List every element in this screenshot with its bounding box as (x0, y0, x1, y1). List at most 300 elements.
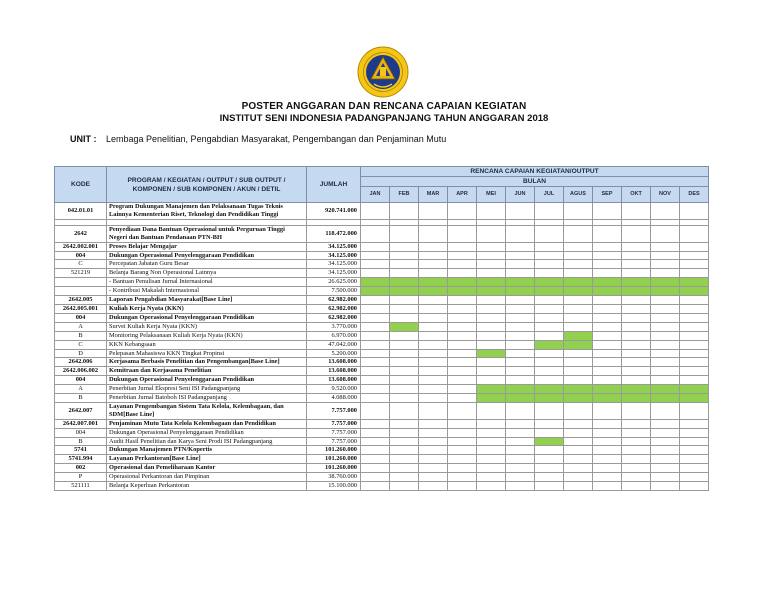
month-header: NOV (651, 187, 680, 203)
table-row (55, 225, 709, 242)
month-cell (477, 419, 506, 428)
month-cell (680, 455, 709, 464)
month-cell (419, 473, 448, 482)
month-cell (622, 242, 651, 251)
month-cell (419, 287, 448, 296)
month-cell (506, 464, 535, 473)
month-cell (622, 278, 651, 287)
table-row (55, 296, 709, 305)
month-cell (419, 394, 448, 403)
month-cell (622, 482, 651, 491)
month-cell (622, 394, 651, 403)
month-cell (535, 304, 564, 313)
month-cell (622, 473, 651, 482)
month-cell (419, 322, 448, 331)
month-cell (593, 203, 622, 220)
month-cell (448, 385, 477, 394)
month-cell (448, 376, 477, 385)
month-cell (361, 358, 390, 367)
month-cell (564, 437, 593, 446)
month-cell (680, 482, 709, 491)
month-cell (361, 402, 390, 419)
month-cell (506, 269, 535, 278)
month-cell (651, 242, 680, 251)
month-cell (651, 376, 680, 385)
row-description: Layanan Perkantoran[Base Line] (107, 455, 307, 464)
row-jumlah: 34.125.000 (307, 242, 361, 251)
month-cell (622, 455, 651, 464)
row-kode: 521219 (55, 269, 107, 278)
month-cell (419, 482, 448, 491)
month-cell (361, 296, 390, 305)
month-cell (535, 331, 564, 340)
row-jumlah: 101.260.000 (307, 455, 361, 464)
month-cell (593, 349, 622, 358)
month-cell (651, 428, 680, 437)
row-kode: 004 (55, 376, 107, 385)
row-kode: D (55, 349, 107, 358)
month-cell (535, 394, 564, 403)
month-header: SEP (593, 187, 622, 203)
page-subtitle: INSTITUT SENI INDONESIA PADANGPANJANG TAHUN ANGGARAN 2018 (219, 113, 549, 124)
month-cell (680, 385, 709, 394)
month-cell (390, 464, 419, 473)
row-jumlah: 34.125.000 (307, 269, 361, 278)
month-cell (651, 331, 680, 340)
row-description: Survei Kuliah Kerja Nyata (KKN) (107, 322, 307, 331)
month-cell (506, 331, 535, 340)
month-cell (680, 278, 709, 287)
month-cell (390, 437, 419, 446)
row-kode: 2642.002.001 (55, 242, 107, 251)
row-description: Belanja Keperluan Perkantoran (107, 482, 307, 491)
month-header: JAN (361, 187, 390, 203)
month-cell (419, 358, 448, 367)
row-description: Operasional dan Pemeliharaan Kantor (107, 464, 307, 473)
row-jumlah: 13.608.000 (307, 376, 361, 385)
month-cell (506, 358, 535, 367)
header-bulan: BULAN (361, 177, 709, 187)
month-cell (622, 464, 651, 473)
month-cell (593, 367, 622, 376)
month-cell (564, 313, 593, 322)
month-cell (361, 455, 390, 464)
month-cell (477, 269, 506, 278)
month-cell (593, 331, 622, 340)
month-cell (564, 419, 593, 428)
month-cell (506, 428, 535, 437)
row-description: KKN Kebangsaan (107, 340, 307, 349)
row-description: Belanja Barang Non Operasional Lainnya (107, 269, 307, 278)
month-cell (419, 419, 448, 428)
month-cell (390, 482, 419, 491)
page-title: POSTER ANGGARAN DAN RENCANA CAPAIAN KEGIATAN (241, 101, 527, 112)
month-cell (593, 269, 622, 278)
month-cell (593, 340, 622, 349)
row-jumlah: 62.982.000 (307, 313, 361, 322)
row-jumlah: 7.757.000 (307, 402, 361, 419)
month-cell (622, 225, 651, 242)
month-cell (535, 482, 564, 491)
row-jumlah: 3.770.000 (307, 322, 361, 331)
month-cell (361, 385, 390, 394)
month-cell (448, 455, 477, 464)
month-cell (564, 455, 593, 464)
month-cell (390, 331, 419, 340)
month-cell (361, 349, 390, 358)
month-cell (477, 385, 506, 394)
month-cell (564, 331, 593, 340)
month-cell (593, 402, 622, 419)
month-cell (361, 473, 390, 482)
month-cell (593, 260, 622, 269)
table-row (55, 251, 709, 260)
row-kode: 5741.994 (55, 455, 107, 464)
month-cell (680, 419, 709, 428)
month-cell (419, 349, 448, 358)
month-cell (680, 296, 709, 305)
month-cell (622, 322, 651, 331)
month-header: MEI (477, 187, 506, 203)
month-cell (651, 296, 680, 305)
row-description: Dukungan Operasional Penyelenggaraan Pendidikan (107, 376, 307, 385)
month-cell (419, 385, 448, 394)
month-cell (361, 331, 390, 340)
table-row (55, 242, 709, 251)
month-cell (448, 402, 477, 419)
month-cell (535, 296, 564, 305)
row-description: Penyediaan Dana Bantuan Operasional untuk Perguruan Tinggi Negeri dan Bantuan Pendanaan PTN-BH (107, 225, 307, 242)
month-cell (680, 428, 709, 437)
month-cell (535, 367, 564, 376)
row-kode: 2642.005.001 (55, 304, 107, 313)
month-cell (651, 225, 680, 242)
month-cell (564, 402, 593, 419)
month-cell (622, 402, 651, 419)
row-kode: B (55, 331, 107, 340)
month-cell (361, 322, 390, 331)
month-cell (361, 304, 390, 313)
month-cell (477, 358, 506, 367)
month-cell (564, 367, 593, 376)
month-cell (622, 446, 651, 455)
month-cell (477, 437, 506, 446)
row-kode: 2642.006 (55, 358, 107, 367)
month-cell (680, 340, 709, 349)
month-cell (593, 455, 622, 464)
table-row (55, 349, 709, 358)
row-jumlah: 13.608.000 (307, 367, 361, 376)
month-cell (564, 296, 593, 305)
month-cell (477, 376, 506, 385)
month-cell (419, 251, 448, 260)
row-kode: 2642.007.001 (55, 419, 107, 428)
month-cell (564, 358, 593, 367)
month-cell (564, 260, 593, 269)
month-cell (390, 446, 419, 455)
month-cell (477, 242, 506, 251)
month-cell (390, 376, 419, 385)
month-header: MAR (419, 187, 448, 203)
row-kode: 004 (55, 428, 107, 437)
month-cell (535, 225, 564, 242)
month-cell (477, 251, 506, 260)
row-description: Program Dukungan Manajemen dan Pelaksanaan Tugas Teknis Lainnya Kementerian Riset, Teknologi dan Pendidikan Tinggi (107, 203, 307, 220)
month-cell (680, 402, 709, 419)
unit-label: UNIT : (70, 134, 97, 144)
month-cell (593, 304, 622, 313)
table-body (55, 203, 709, 491)
month-cell (419, 269, 448, 278)
month-cell (651, 358, 680, 367)
month-cell (535, 349, 564, 358)
month-cell (651, 251, 680, 260)
header-kode: KODE (55, 167, 107, 203)
month-cell (506, 251, 535, 260)
month-header: DES (680, 187, 709, 203)
month-cell (622, 367, 651, 376)
month-cell (593, 419, 622, 428)
month-cell (361, 251, 390, 260)
row-description: Dukungan Operasional Penyelenggaraan Pendidikan (107, 313, 307, 322)
month-cell (564, 473, 593, 482)
row-description: Monitoring Pelaksanaan Kuliah Kerja Nyata (KKN) (107, 331, 307, 340)
month-cell (680, 304, 709, 313)
month-cell (361, 394, 390, 403)
month-cell (390, 419, 419, 428)
month-cell (506, 340, 535, 349)
month-cell (448, 203, 477, 220)
month-cell (448, 419, 477, 428)
month-cell (593, 482, 622, 491)
month-cell (419, 437, 448, 446)
month-cell (651, 203, 680, 220)
month-cell (622, 296, 651, 305)
month-cell (477, 367, 506, 376)
row-jumlah: 101.260.000 (307, 464, 361, 473)
month-cell (651, 278, 680, 287)
row-jumlah: 26.625.000 (307, 278, 361, 287)
month-cell (680, 349, 709, 358)
month-cell (390, 313, 419, 322)
month-cell (622, 376, 651, 385)
month-cell (593, 313, 622, 322)
row-kode: C (55, 260, 107, 269)
month-cell (477, 482, 506, 491)
month-cell (564, 428, 593, 437)
header-jumlah: JUMLAH (307, 167, 361, 203)
institute-seal-logo (357, 46, 409, 98)
month-cell (477, 349, 506, 358)
month-cell (419, 260, 448, 269)
month-cell (477, 278, 506, 287)
row-jumlah: 920.741.000 (307, 203, 361, 220)
month-cell (593, 322, 622, 331)
month-cell (622, 260, 651, 269)
month-cell (390, 296, 419, 305)
row-description: Penjaminan Mutu Tata Kelola Kelembagaan dan Pendidikan (107, 419, 307, 428)
row-description: Kemitraan dan Kerjasama Penelitian (107, 367, 307, 376)
month-cell (506, 473, 535, 482)
month-cell (680, 394, 709, 403)
row-description: Dukungan Operasional Penyelenggaraan Pendidikan (107, 251, 307, 260)
month-cell (390, 251, 419, 260)
row-jumlah: 7.757.000 (307, 437, 361, 446)
month-cell (448, 473, 477, 482)
month-cell (651, 385, 680, 394)
month-cell (506, 322, 535, 331)
month-cell (477, 394, 506, 403)
month-cell (506, 482, 535, 491)
month-cell (448, 331, 477, 340)
month-cell (419, 296, 448, 305)
month-cell (593, 446, 622, 455)
row-kode: 002 (55, 464, 107, 473)
month-cell (361, 313, 390, 322)
month-cell (361, 367, 390, 376)
month-cell (390, 428, 419, 437)
month-cell (593, 385, 622, 394)
month-cell (535, 358, 564, 367)
month-cell (477, 296, 506, 305)
table-row (55, 482, 709, 491)
month-cell (390, 455, 419, 464)
table-row (55, 287, 709, 296)
month-cell (506, 419, 535, 428)
row-kode: 5741 (55, 446, 107, 455)
month-cell (535, 473, 564, 482)
month-cell (535, 287, 564, 296)
month-cell (361, 482, 390, 491)
month-cell (448, 287, 477, 296)
month-cell (593, 242, 622, 251)
month-cell (535, 260, 564, 269)
month-cell (680, 260, 709, 269)
month-cell (390, 225, 419, 242)
month-cell (506, 437, 535, 446)
month-cell (651, 367, 680, 376)
row-jumlah: 4.088.000 (307, 394, 361, 403)
month-cell (361, 340, 390, 349)
month-cell (477, 402, 506, 419)
month-cell (390, 349, 419, 358)
month-cell (680, 322, 709, 331)
month-cell (564, 482, 593, 491)
month-cell (448, 482, 477, 491)
month-cell (448, 367, 477, 376)
month-cell (680, 437, 709, 446)
month-cell (564, 446, 593, 455)
month-cell (361, 428, 390, 437)
row-kode: A (55, 322, 107, 331)
month-header: JUL (535, 187, 564, 203)
row-kode: 004 (55, 313, 107, 322)
row-kode (55, 287, 107, 296)
row-kode: A (55, 385, 107, 394)
month-cell (361, 203, 390, 220)
month-cell (593, 296, 622, 305)
month-cell (506, 385, 535, 394)
month-cell (506, 296, 535, 305)
row-description: - Kontribusi Makalah Internasional (107, 287, 307, 296)
month-cell (390, 394, 419, 403)
month-cell (361, 287, 390, 296)
month-cell (448, 304, 477, 313)
month-cell (535, 437, 564, 446)
month-cell (448, 394, 477, 403)
month-cell (448, 269, 477, 278)
row-jumlah: 7.500.000 (307, 287, 361, 296)
row-description: Audit Hasil Penelitian dan Karya Seni Prodi ISI Padangpanjang (107, 437, 307, 446)
month-cell (593, 473, 622, 482)
unit-value: Lembaga Penelitian, Pengabdian Masyarakat, Pengembangan dan Penjaminan Mutu (106, 134, 447, 144)
month-cell (535, 251, 564, 260)
month-cell (419, 367, 448, 376)
month-cell (593, 394, 622, 403)
month-cell (651, 313, 680, 322)
table-row (55, 419, 709, 428)
table-row (55, 385, 709, 394)
row-jumlah: 34.125.000 (307, 260, 361, 269)
month-header: FEB (390, 187, 419, 203)
month-cell (535, 269, 564, 278)
row-kode: 2642.007 (55, 402, 107, 419)
month-cell (419, 464, 448, 473)
month-cell (651, 394, 680, 403)
row-jumlah: 7.757.000 (307, 419, 361, 428)
month-cell (448, 322, 477, 331)
month-cell (506, 260, 535, 269)
month-cell (535, 446, 564, 455)
table-row (55, 437, 709, 446)
month-cell (506, 455, 535, 464)
row-kode: C (55, 340, 107, 349)
month-cell (535, 385, 564, 394)
month-cell (448, 358, 477, 367)
table-row (55, 464, 709, 473)
month-cell (361, 376, 390, 385)
row-description: Penerbitan Jurnal Ekspresi Seni ISI Padangpanjang (107, 385, 307, 394)
month-cell (651, 402, 680, 419)
month-cell (535, 278, 564, 287)
row-kode: 2642.006.002 (55, 367, 107, 376)
month-cell (680, 203, 709, 220)
month-cell (564, 349, 593, 358)
month-cell (448, 242, 477, 251)
month-cell (651, 340, 680, 349)
month-cell (680, 376, 709, 385)
budget-table (54, 166, 709, 491)
month-cell (390, 278, 419, 287)
month-cell (390, 203, 419, 220)
month-cell (651, 473, 680, 482)
row-jumlah: 118.472.000 (307, 225, 361, 242)
table-row (55, 313, 709, 322)
table-row (55, 331, 709, 340)
month-cell (535, 464, 564, 473)
month-cell (361, 437, 390, 446)
row-jumlah: 34.125.000 (307, 251, 361, 260)
month-cell (390, 260, 419, 269)
month-cell (680, 269, 709, 278)
month-cell (622, 287, 651, 296)
month-cell (593, 428, 622, 437)
month-cell (651, 482, 680, 491)
month-cell (622, 251, 651, 260)
row-description: Penerbitan Jurnal Batoboh ISI Padangpanjang (107, 394, 307, 403)
month-cell (477, 331, 506, 340)
row-kode: B (55, 437, 107, 446)
